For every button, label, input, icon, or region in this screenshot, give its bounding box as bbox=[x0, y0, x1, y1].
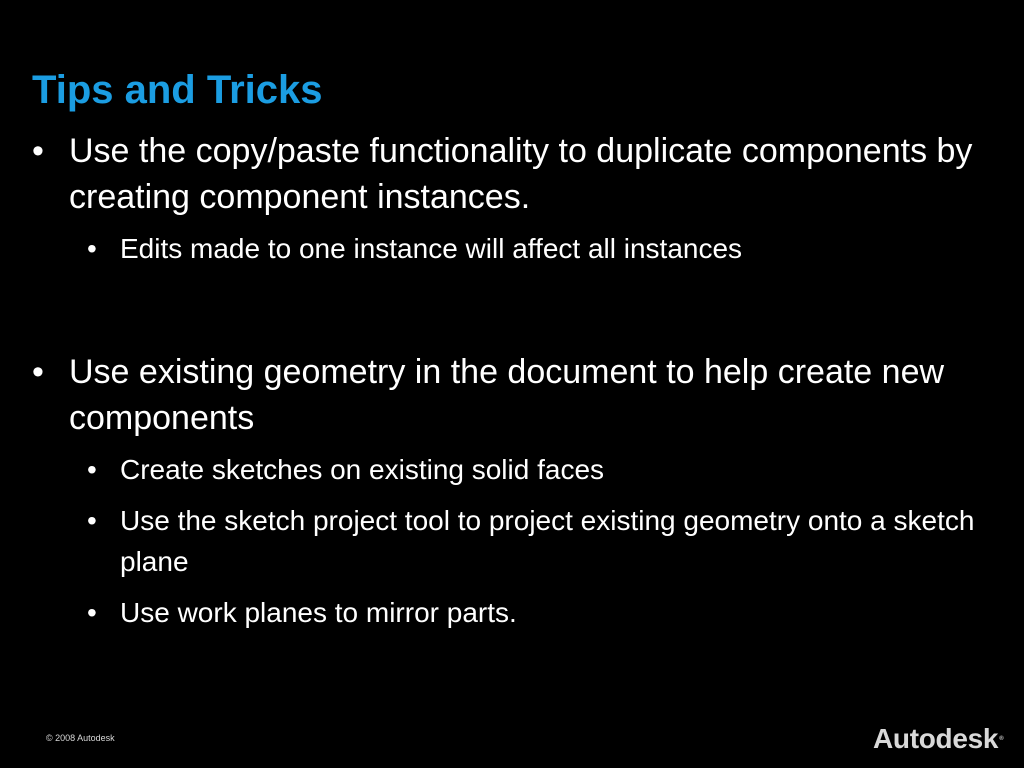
bullet-text: Use the copy/paste functionality to duplicate components by creating component instances. bbox=[69, 132, 973, 216]
sub-bullet-text: Use the sketch project tool to project existing geometry onto a sketch plane bbox=[120, 505, 975, 577]
bullet-marker: • bbox=[87, 454, 97, 485]
sub-bullet-work-planes bbox=[32, 592, 992, 633]
bullet-text: Use existing geometry in the document to help create new components bbox=[69, 353, 945, 437]
bullet-marker: • bbox=[32, 132, 44, 170]
sub-bullet-text: Edits made to one instance will affect all instances bbox=[120, 233, 743, 264]
copyright-notice: © 2008 Autodesk bbox=[46, 733, 115, 743]
bullet-existing-geometry bbox=[32, 349, 992, 441]
autodesk-logo bbox=[873, 722, 1003, 756]
logo-text: Autodesk bbox=[873, 723, 999, 754]
bullet-marker: • bbox=[87, 233, 97, 264]
bullet-copy-paste bbox=[32, 128, 992, 220]
bullet-marker: • bbox=[87, 597, 97, 628]
bullet-list bbox=[32, 128, 992, 633]
sub-bullet-edits-instance bbox=[32, 228, 992, 269]
bullet-marker: • bbox=[87, 505, 97, 536]
sub-bullet-sketch-faces bbox=[32, 449, 992, 490]
registered-mark: ® bbox=[999, 736, 1004, 742]
sub-bullet-project-tool bbox=[32, 500, 992, 582]
bullet-marker: • bbox=[32, 353, 44, 391]
sub-bullet-text: Use work planes to mirror parts. bbox=[120, 597, 517, 628]
slide-title: Tips and Tricks bbox=[32, 68, 323, 112]
sub-bullet-text: Create sketches on existing solid faces bbox=[120, 454, 605, 485]
